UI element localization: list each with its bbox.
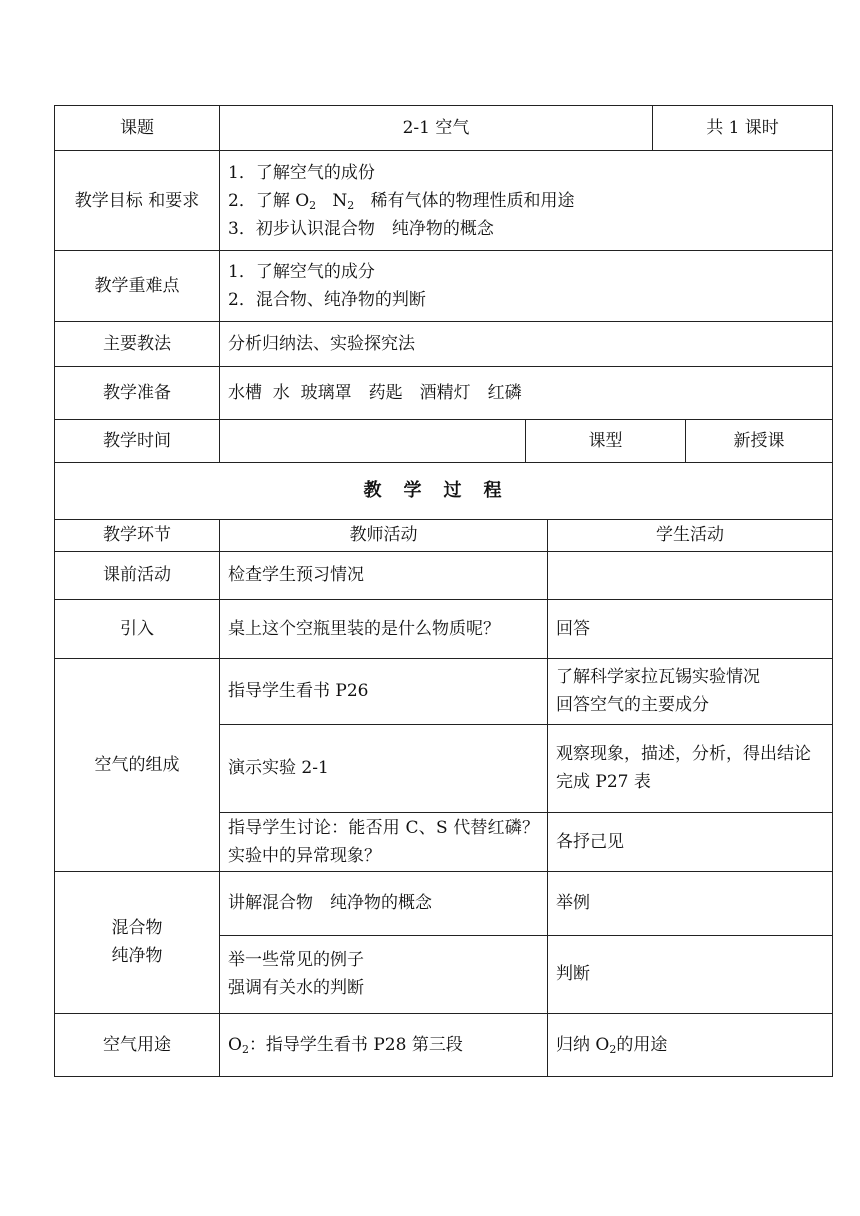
teacher-pre: 检查学生预习情况 [220, 551, 548, 599]
header-table [54, 105, 833, 520]
process-title: 教学过程 [55, 463, 833, 520]
col-stage: 教学环节 [55, 520, 220, 551]
teacher-air-3: 指导学生讨论：能否用 C、S 代替红磷？实验中的异常现象？ [220, 812, 548, 871]
goal-2: 2．了解 $O_2$ $N_2$ 稀有气体的物理性质和用途 [228, 190, 575, 212]
student-mix-2: 判断 [548, 935, 833, 1013]
table-row [55, 871, 833, 935]
key-points-label: 教学重难点 [55, 251, 220, 322]
method-row [55, 322, 833, 367]
class-hours: 共 1 课时 [653, 106, 833, 151]
key-points-list [220, 251, 833, 322]
teacher-use: $O_2$：指导学生看书 P28 第三段 [220, 1013, 548, 1076]
stage-pre: 课前活动 [55, 551, 220, 599]
student-use: 归纳 $O_2$的用途 [548, 1013, 833, 1076]
topic-label: 课题 [55, 106, 220, 151]
student-intro: 回答 [548, 599, 833, 658]
stage-mix: 混合物 纯净物 [55, 871, 220, 1013]
topic-row [55, 106, 833, 151]
teacher-mix-1: 讲解混合物 纯净物的概念 [220, 871, 548, 935]
time-value [220, 420, 526, 463]
stage-intro: 引入 [55, 599, 220, 658]
student-air-2: 观察现象，描述，分析，得出结论 完成 P27 表 [548, 724, 833, 812]
table-row [55, 658, 833, 724]
student-pre [548, 551, 833, 599]
process-header-row [55, 520, 833, 551]
stage-air: 空气的组成 [55, 658, 220, 871]
table-row [55, 1013, 833, 1076]
topic-value: 2-1 空气 [220, 106, 653, 151]
time-row [55, 420, 833, 463]
method-value: 分析归纳法、实验探究法 [220, 322, 833, 367]
goals-row [55, 151, 833, 251]
student-air-1: 了解科学家拉瓦锡实验情况 回答空气的主要成分 [548, 658, 833, 724]
goal-3: 3．初步认识混合物 纯净物的概念 [228, 218, 494, 239]
type-value: 新授课 [686, 420, 833, 463]
teacher-air-2: 演示实验 2-1 [220, 724, 548, 812]
teacher-mix-2: 举一些常见的例子 强调有关水的判断 [220, 935, 548, 1013]
teacher-air-1: 指导学生看书 P26 [220, 658, 548, 724]
process-table [54, 520, 833, 1077]
time-label: 教学时间 [55, 420, 220, 463]
col-student: 学生活动 [548, 520, 833, 551]
key-point-1: 1．了解空气的成分 [228, 262, 375, 282]
goals-list [220, 151, 833, 251]
stage-use: 空气用途 [55, 1013, 220, 1076]
goals-label: 教学目标 和要求 [55, 151, 220, 251]
process-title-row [55, 463, 833, 520]
lesson-plan [54, 105, 832, 1077]
prep-row [55, 367, 833, 420]
table-row [55, 599, 833, 658]
prep-value: 水槽 水 玻璃罩 药匙 酒精灯 红磷 [220, 367, 833, 420]
student-mix-1: 举例 [548, 871, 833, 935]
key-points-row [55, 251, 833, 322]
type-label: 课型 [526, 420, 686, 463]
prep-label: 教学准备 [55, 367, 220, 420]
method-label: 主要教法 [55, 322, 220, 367]
col-teacher: 教师活动 [220, 520, 548, 551]
student-air-3: 各抒己见 [548, 812, 833, 871]
goal-1: 1．了解空气的成份 [228, 162, 375, 183]
table-row [55, 551, 833, 599]
key-point-2: 2．混合物、纯净物的判断 [228, 290, 426, 310]
teacher-intro: 桌上这个空瓶里装的是什么物质呢？ [220, 599, 548, 658]
